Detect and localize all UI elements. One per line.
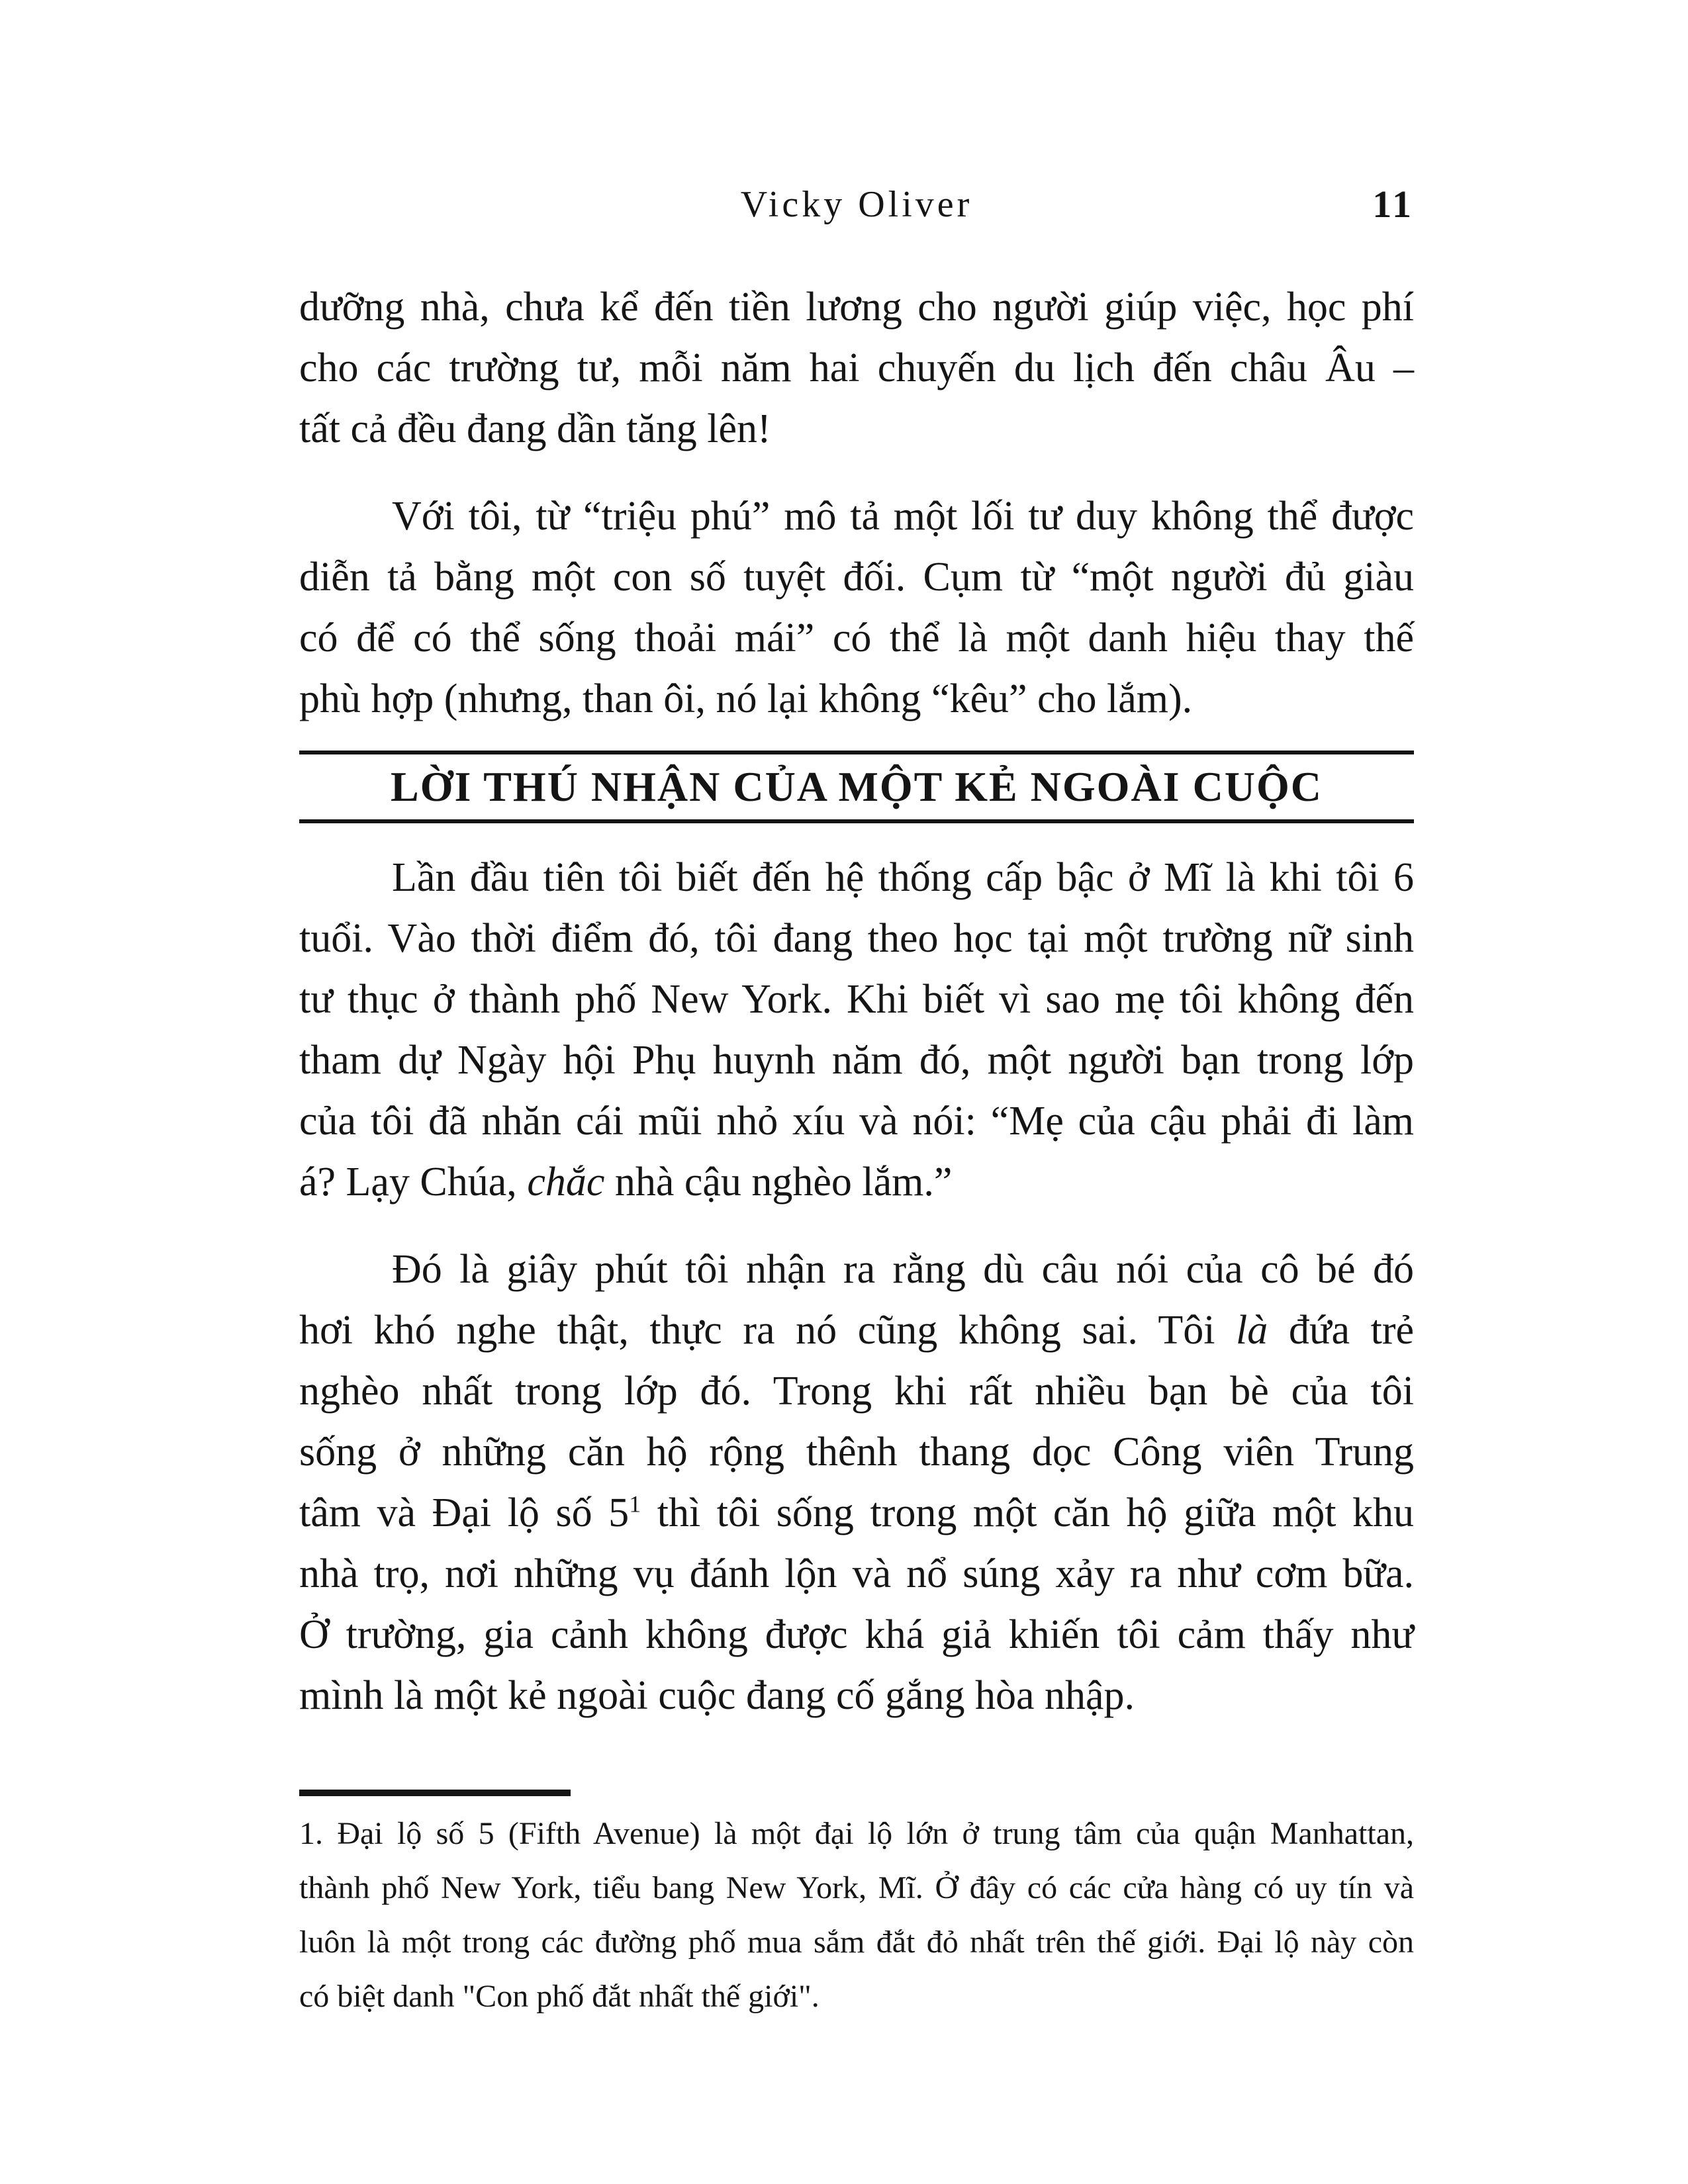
body-line: sống ở những căn hộ rộng thênh thang dọc Công viên Trung <box>299 1430 1414 1475</box>
body-line: mình là một kẻ ngoài cuộc đang cố gắng hòa nhập. <box>299 1673 1135 1718</box>
body-line: Đó là giây phút tôi nhận ra rằng dù câu nói của cô bé đó <box>392 1247 1414 1292</box>
paragraph-1 <box>299 277 1414 459</box>
body-line: Lần đầu tiên tôi biết đến hệ thống cấp bậc ở Mĩ là khi tôi 6 <box>392 855 1414 900</box>
footnote <box>299 1807 1414 2024</box>
text-column <box>299 0 1414 2024</box>
body-line: nghèo nhất trong lớp đó. Trong khi rất nhiều bạn bè của tôi <box>299 1369 1414 1414</box>
body-line: phù hợp (nhưng, than ôi, nó lại không “kêu” cho lắm). <box>299 676 1193 721</box>
body-line: tuổi. Vào thời điểm đó, tôi đang theo học tại một trường nữ sinh <box>299 916 1414 961</box>
paragraph-2 <box>299 486 1414 729</box>
heading-rule-bottom <box>299 819 1414 823</box>
running-header <box>299 184 1414 225</box>
footnote-line: có biệt danh "Con phố đắt nhất thế giới". <box>299 1979 820 2014</box>
footnote-line: 1. Đại lộ số 5 (Fifth Avenue) là một đại lộ lớn ở trung tâm của quận Manhattan, <box>299 1816 1414 1851</box>
body-line: cho các trường tư, mỗi năm hai chuyến du lịch đến châu Âu – <box>299 345 1414 390</box>
body-line: diễn tả bằng một con số tuyệt đối. Cụm từ “một người đủ giàu <box>299 555 1414 600</box>
running-header-title: Vicky Oliver <box>740 184 973 225</box>
body-line: hơi khó nghe thật, thực ra nó cũng không sai. Tôi là đứa trẻ <box>299 1308 1414 1353</box>
body-line: tư thục ở thành phố New York. Khi biết vì sao mẹ tôi không đến <box>299 977 1414 1022</box>
body-line: Với tôi, từ “triệu phú” mô tả một lối tư duy không thể được <box>392 494 1414 539</box>
body-line: nhà trọ, nơi những vụ đánh lộn và nổ súng xảy ra như cơm bữa. <box>299 1551 1414 1596</box>
section-heading-block <box>299 751 1414 823</box>
body-line: có để có thể sống thoải mái” có thể là một danh hiệu thay thế <box>299 615 1414 660</box>
footnote-separator <box>299 1790 571 1796</box>
page-number: 11 <box>1372 183 1414 226</box>
body-line: dưỡng nhà, chưa kể đến tiền lương cho người giúp việc, học phí <box>299 285 1414 330</box>
section-heading: LỜI THÚ NHẬN CỦA MỘT KẺ NGOÀI CUỘC <box>391 763 1323 810</box>
body-line: tâm và Đại lộ số $5^1$ thì tôi sống trong một căn hộ giữa một khu <box>299 1490 1414 1535</box>
footnote-line: thành phố New York, tiểu bang New York, Mĩ. Ở đây có các cửa hàng có uy tín và <box>299 1870 1414 1905</box>
body-line: Ở trường, gia cảnh không được khá giả khiến tôi cảm thấy như <box>299 1612 1414 1657</box>
footnote-line: luôn là một trong các đường phố mua sắm đắt đỏ nhất trên thế giới. Đại lộ này còn <box>299 1925 1414 1960</box>
body-line: tham dự Ngày hội Phụ huynh năm đó, một người bạn trong lớp <box>299 1038 1414 1083</box>
body-line: của tôi đã nhăn cái mũi nhỏ xíu và nói: “Mẹ của cậu phải đi làm <box>299 1099 1414 1144</box>
body-line: tất cả đều đang dần tăng lên! <box>299 406 771 451</box>
paragraph-4 <box>299 1239 1414 1726</box>
body-line: á? Lạy Chúa, chắc nhà cậu nghèo lắm.” <box>299 1160 953 1205</box>
paragraph-3 <box>299 847 1414 1212</box>
